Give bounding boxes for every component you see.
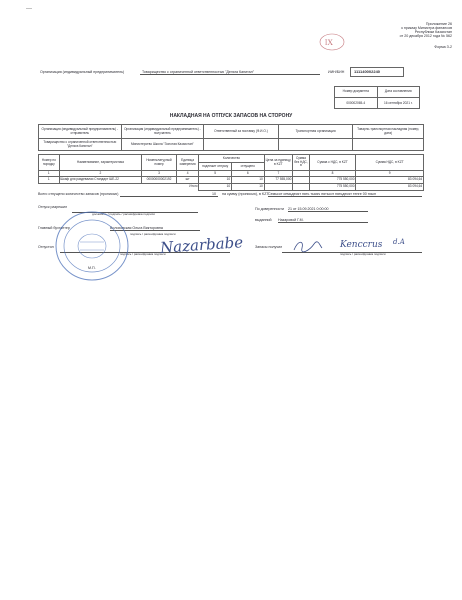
parties-ttn	[353, 139, 424, 151]
allowed-caption: должность / подпись / расшифровка подписи	[92, 212, 155, 216]
appendix-block	[368, 22, 452, 49]
total-sum-no-vat	[293, 184, 310, 191]
company-seal-stamp	[50, 206, 134, 286]
total-price	[264, 184, 293, 191]
received-handwriting: Kenccrus	[340, 240, 383, 250]
appendix-line: к приказу Министра финансов	[401, 26, 452, 31]
row-unit: шт	[176, 176, 199, 183]
doc-date-label: Дата составления	[377, 87, 420, 98]
parties-receiver: Министерство Школа "Золотая Казахстан"	[121, 139, 204, 151]
row-no: 1	[39, 176, 60, 183]
received-signature-scribble	[292, 238, 324, 254]
row-sum-vat: 775 550,000	[309, 176, 356, 183]
parties-header-receiver: Организация (индивидуальный предприниматель) - получатель	[121, 125, 204, 139]
row-name: Шкаф для раздевалки Стандарт ШЕ-22	[59, 176, 142, 183]
summary-qty-value: 10	[120, 192, 218, 197]
released-label: Отпустил	[38, 245, 54, 249]
proxy-value: 21 от 15.09.2021 0:00:00	[288, 207, 368, 212]
issued-label: выданной	[255, 218, 272, 222]
total-vat: 83 094,64	[356, 184, 424, 191]
col-number: 5	[199, 171, 232, 177]
appendix-line: Республики Казахстан	[414, 30, 452, 35]
col-header-sum-vat: Сумма с НДС, в KZT	[309, 155, 356, 171]
parties-table	[38, 124, 424, 151]
col-number: 1	[39, 171, 60, 177]
accountant-caption: подпись / расшифровка подписи	[130, 232, 176, 236]
svg-text:lX: lX	[325, 38, 333, 47]
col-header-qty-released: отпущено	[231, 163, 264, 171]
parties-header-transport: Транспортная организация	[278, 125, 353, 139]
row-vat: 83 094,64	[356, 176, 424, 183]
col-header-code: Номенклатурный номер	[142, 155, 177, 171]
col-header-unit: Единица измерения	[176, 155, 199, 171]
proxy-label: По доверенности	[255, 207, 284, 211]
mp-label: М.П.	[88, 266, 96, 270]
received-handwriting-initials: d.A	[393, 238, 405, 246]
parties-header-ttn: Товарно-транспортная накладная (номер, дата)	[353, 125, 424, 139]
parties-header-responsible: Ответственный за поставку (Ф.И.О.)	[204, 125, 279, 139]
col-header-qty: Количество	[199, 155, 264, 163]
handwritten-signature: Nazarbabe	[159, 233, 244, 257]
appendix-line: от 20 декабря 2012 года № 562	[399, 34, 452, 39]
accountant-label: Главный бухгалтер	[38, 226, 70, 230]
total-label: Итого	[39, 184, 199, 191]
released-caption: подпись / расшифровка подписи	[120, 252, 166, 256]
col-header-qty-to-release: подлежит отпуску	[199, 163, 232, 171]
col-number: 6	[231, 171, 264, 177]
col-number: 8	[309, 171, 356, 177]
appendix-line: Приложение 26	[425, 22, 452, 26]
doc-info-table	[334, 86, 420, 109]
iin-value: 111140002240	[354, 68, 381, 74]
received-caption: подпись / расшифровка подписи	[340, 252, 386, 256]
doc-date: 16 сентября 2021 г.	[377, 98, 420, 109]
parties-header-sender: Организация (индивидуальный предприниматель) - отправитель	[39, 125, 122, 139]
total-row	[39, 184, 424, 191]
received-label: Запасы получил	[255, 245, 283, 249]
col-number: 2	[59, 171, 142, 177]
parties-responsible	[204, 139, 279, 151]
row-code: 00000000002192	[142, 176, 177, 183]
summary-sum-label: на сумму (прописью), в KZT	[222, 192, 269, 196]
iin-label: ИИН/БИН	[328, 70, 345, 74]
doc-number-label: Номер документа	[335, 87, 378, 98]
corner-mark: —	[26, 6, 32, 12]
parties-sender: Товарищество с ограниченной ответственностью "Дельта Капитал"	[39, 139, 122, 151]
row-qty-released: 10	[231, 176, 264, 183]
col-header-no: Номер по порядку	[39, 155, 60, 171]
doc-number: 000002065-4	[335, 98, 378, 109]
summary-sum-value: Семьсот семьдесят пять тысяч пятьсот пятьдесят тенге 00 тиын	[268, 192, 422, 197]
col-number: 9	[356, 171, 424, 177]
org-name: Товарищество с ограниченной ответственностью "Дельта Капитал"	[140, 70, 320, 75]
col-number: 7	[264, 171, 293, 177]
total-qty-released: 10	[231, 184, 264, 191]
col-number: 4	[176, 171, 199, 177]
col-number: 3	[142, 171, 177, 177]
row-qty-to-release: 10	[199, 176, 232, 183]
accountant-name: Волоховская Ольга Викторовна	[110, 226, 200, 231]
col-header-name: Наименование, характеристика	[59, 155, 142, 171]
issued-value: Назаровой Г.М.	[278, 218, 368, 223]
org-label: Организация (индивидуальный предприниматель)	[40, 70, 125, 74]
form-number: Форма З-2	[434, 44, 452, 49]
total-sum-vat: 775 550,000	[309, 184, 356, 191]
row-sum-no-vat	[293, 176, 310, 183]
col-header-sum-no-vat: Сумма без НДС, в	[293, 155, 310, 171]
summary-qty-label: Всего отпущено количество запасов (прописью)	[38, 192, 119, 196]
iin-box	[350, 67, 404, 77]
red-stamp-mark	[318, 32, 346, 52]
document-title: НАКЛАДНАЯ НА ОТПУСК ЗАПАСОВ НА СТОРОНУ	[169, 113, 293, 119]
parties-transport	[278, 139, 353, 151]
row-price: 77 555,000	[264, 176, 293, 183]
items-table	[38, 154, 424, 191]
allowed-label: Отпуск разрешил	[38, 205, 68, 209]
table-row	[39, 176, 424, 183]
col-header-price: Цена за единицу, в KZT	[264, 155, 293, 171]
total-qty-to-release: 10	[199, 184, 232, 191]
col-header-vat: Сумма НДС, в KZT	[356, 155, 424, 171]
